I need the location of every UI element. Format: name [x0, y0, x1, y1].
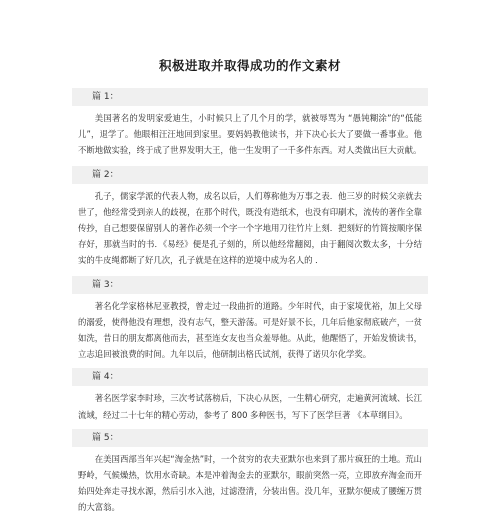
section-heading: 篇 4： — [72, 368, 428, 386]
section-paragraph: 著名医学家李时珍，三次考试落榜后，下决心从医，一生精心研究，走遍黄河流域、长江流域，经过二十七年的精心劳动，参考了 800 多种医书，写下了医学巨著 《本草纲目》。 — [78, 393, 422, 420]
section-2 — [72, 166, 428, 269]
section-heading: 篇 1： — [72, 88, 428, 106]
document-title: 积极进取并取得成功的作文素材 — [158, 58, 341, 73]
section-3 — [72, 276, 428, 363]
section-paragraph: 孔子，儒家学派的代表人物，成名以后，人们尊称他为万事之表．他三岁的时候父亲就去世了，他经常受到亲人的歧视，在那个时代，既没有造纸术，也没有印刷术，流传的著作全靠传抄，自己想要保留别人的著作必须一个字一个字地用刀往竹片上刻．把刻好的竹简按顺序保存好，那就当时的书．《易经》便是孔子刻的，所以他经常翻阅，由于翻阅次数太多，十分结实的牛皮绳都断了好几次，孔子就是在这样的逆境中成为名人的 ． — [78, 190, 422, 266]
section-heading: 篇 3： — [72, 276, 428, 294]
section-heading: 篇 2： — [72, 166, 428, 184]
section-5 — [72, 429, 428, 516]
section-paragraph: 美国著名的发明家爱迪生，小时候只上了几个月的学，就被辱骂为 “愚钝糊涂”的“低能儿”，退学了。他眼相汪汪地回到家里。要妈妈教他读书，并下决心长大了要做一番事业。他不断地做实验，终于成了世界发明大王，他一生发明了一千多件东西。对人类做出巨大贡献。 — [78, 113, 422, 156]
section-heading: 篇 5： — [72, 429, 428, 447]
section-paragraph: 在美国西部当年兴起“淘金热”时，一个贫穷的农夫亚默尔也来到了那片疯狂的土地。荒山野岭，气候燥热，饮用水奇缺。本是冲着淘金去的亚默尔，眼前突然一亮，立即放弃淘金而开始四处奔走寻找水源，然后引水入池，过滤澄清，分装出售。没几年，亚默尔便成了腰缠万贯的大富翁。 — [78, 453, 422, 513]
section-paragraph: 著名化学家格林尼亚教授，曾走过一段曲折的道路。少年时代，由于家境优裕，加上父母的溺爱，使得他没有理想，没有志气，整天游荡。可是好景不长，几年后他家彻底破产，一贫如洗，昔日的朋友都离他而去，甚至连女友也当众羞辱他。从此，他醒悟了，开始发愤读书，立志追回被浪费的时间。九年以后，他研制出格氏试剂，获得了诺贝尔化学奖。 — [78, 300, 422, 360]
section-1 — [72, 88, 428, 159]
section-4 — [72, 368, 428, 422]
